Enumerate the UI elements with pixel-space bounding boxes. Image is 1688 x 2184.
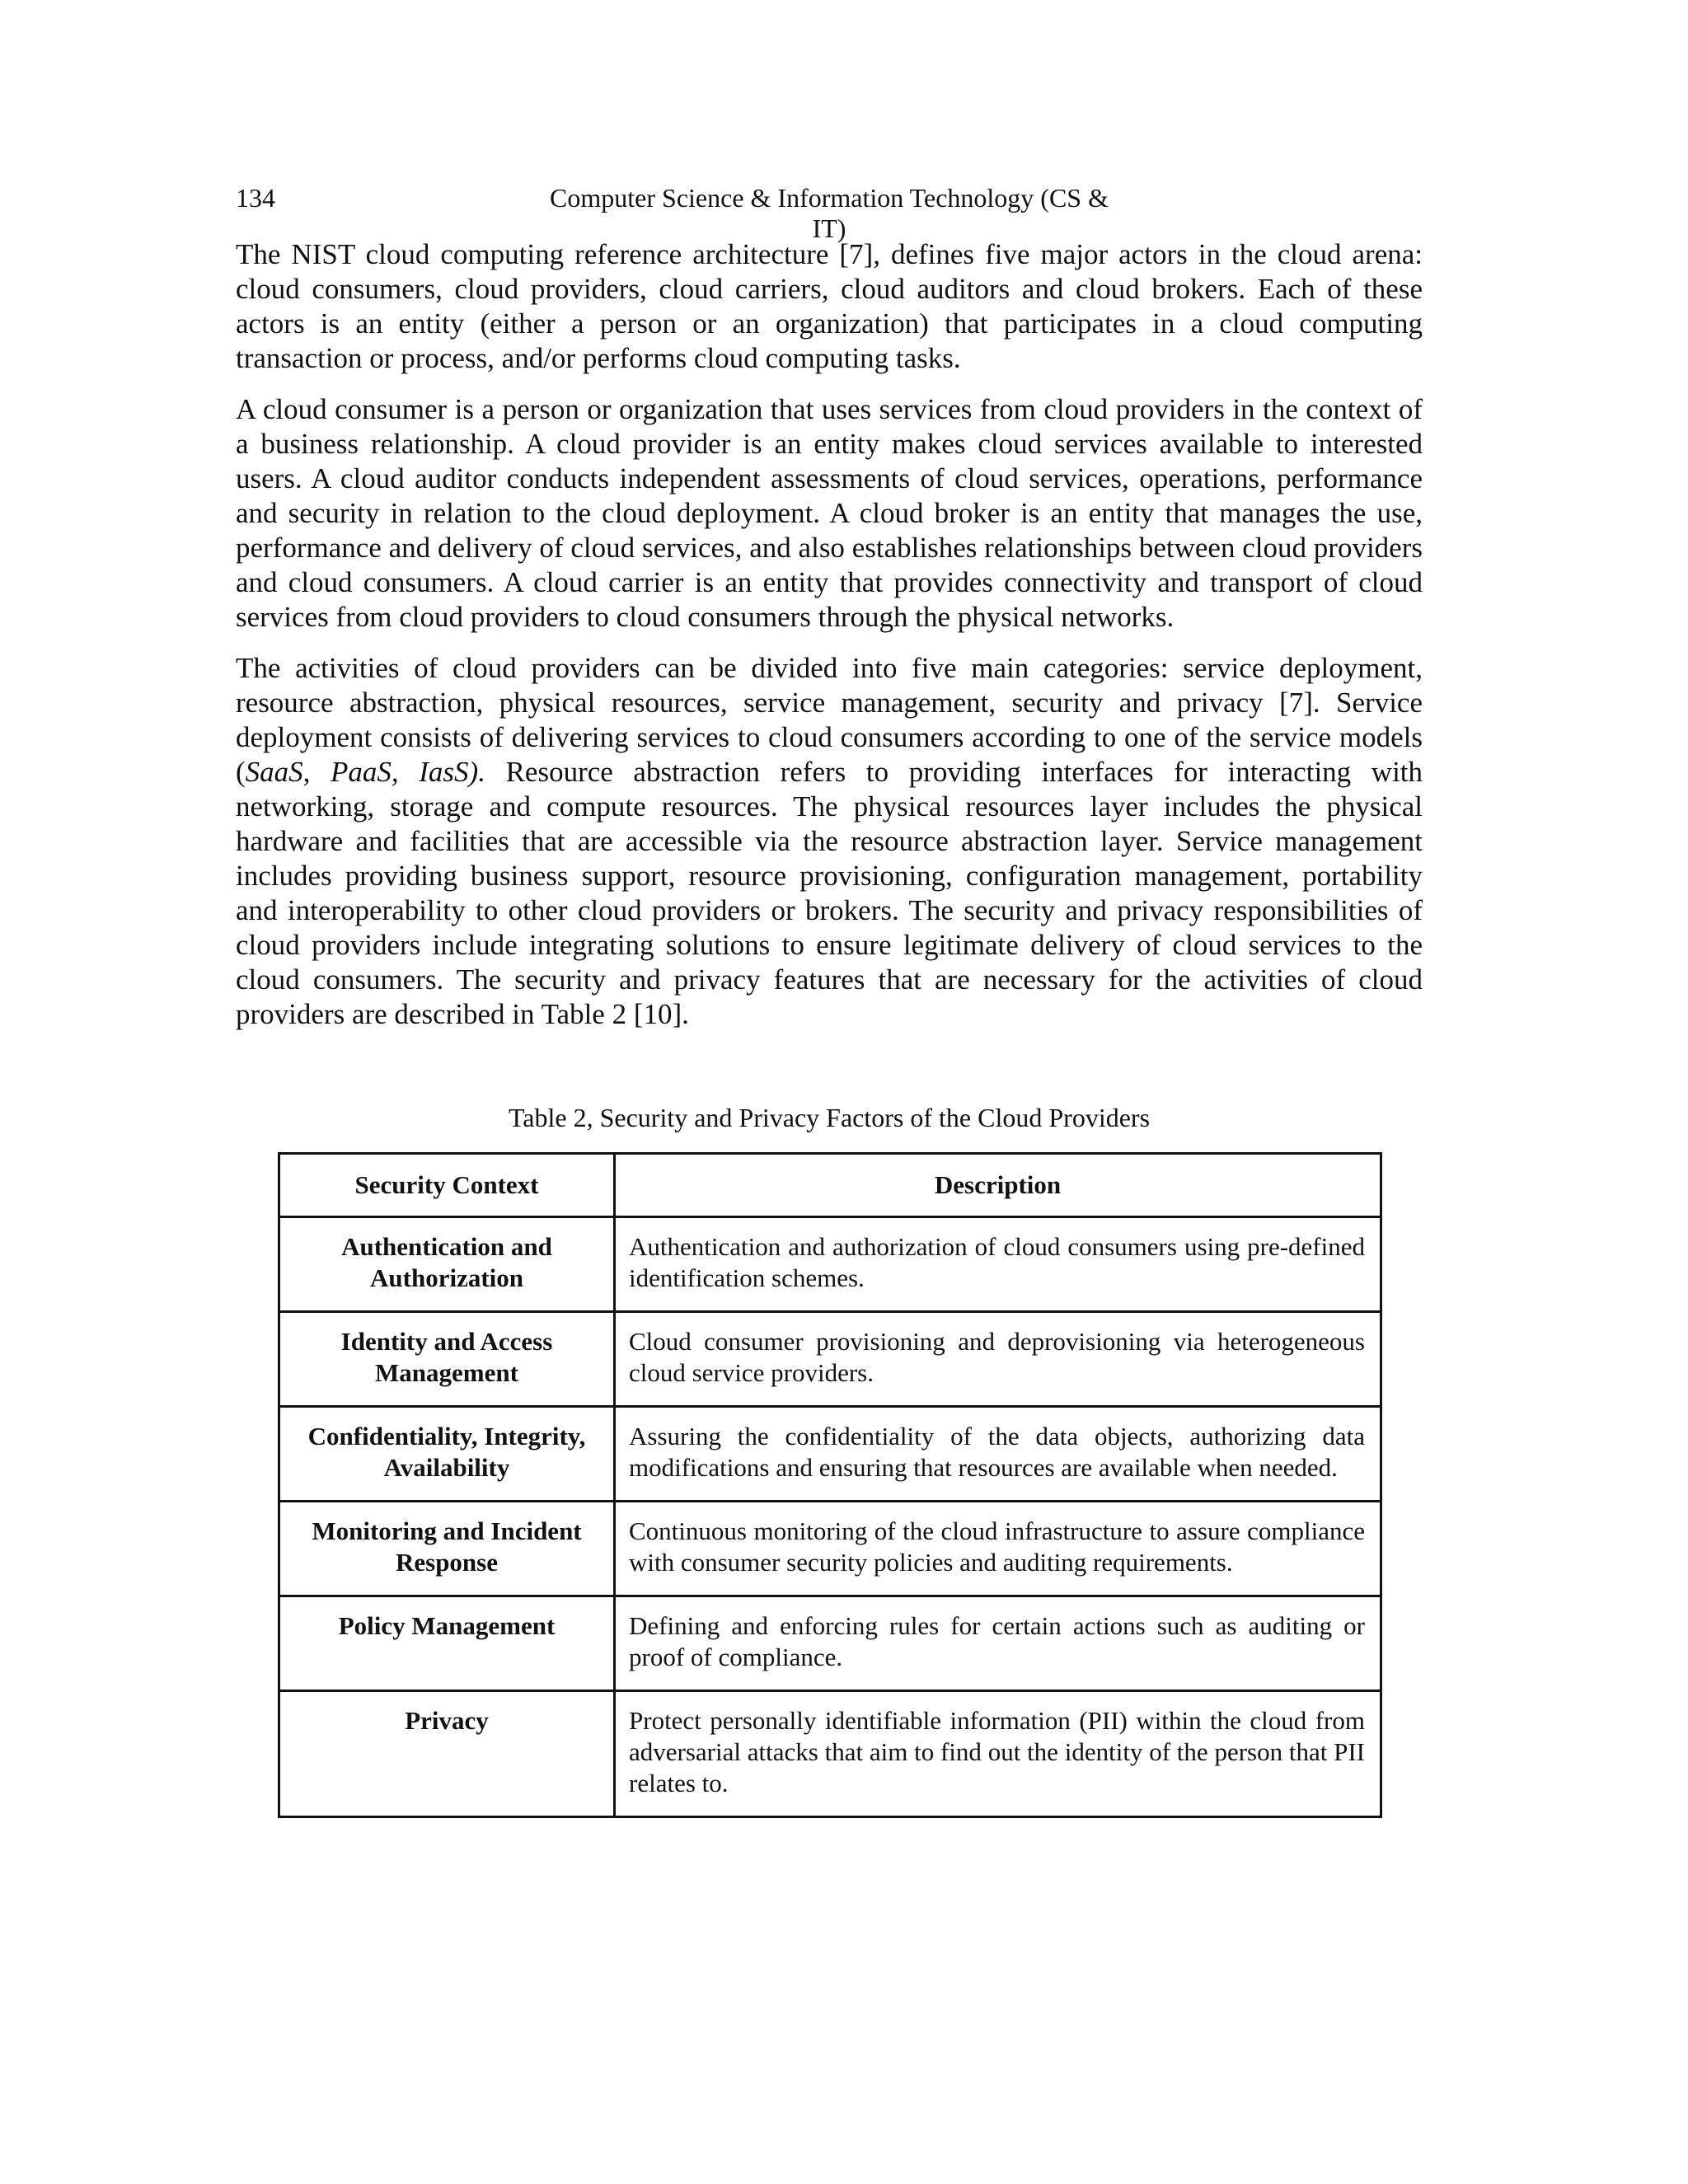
header-security-context: Security Context <box>279 1154 615 1217</box>
context-cell: Authentication and Authorization <box>279 1217 615 1312</box>
table-row <box>279 1217 1381 1312</box>
context-cell: Privacy <box>279 1691 615 1817</box>
table-row <box>279 1596 1381 1691</box>
description-cell: Authentication and authorization of cloud consumers using pre-defined identification schemes. <box>615 1217 1381 1312</box>
context-cell: Confidentiality, Integrity, Availability <box>279 1407 615 1502</box>
body-text <box>236 237 1423 1048</box>
description-cell: Defining and enforcing rules for certain actions such as auditing or proof of compliance. <box>615 1596 1381 1691</box>
running-title: Computer Science & Information Technology (CS & IT) <box>550 183 1109 243</box>
table-row <box>279 1691 1381 1817</box>
table-row <box>279 1312 1381 1407</box>
table-row <box>279 1407 1381 1502</box>
context-cell: Identity and Access Management <box>279 1312 615 1407</box>
table-caption: Table 2, Security and Privacy Factors of the Cloud Providers <box>508 1103 1151 1132</box>
page-header <box>236 183 1423 243</box>
paragraph-provider-activities <box>236 651 1423 1032</box>
paragraph-nist-actors: The NIST cloud computing reference architecture [7], defines five major actors in the cloud arena: cloud consumers, cloud providers, cloud carriers, cloud auditors and cloud brokers. Each of these actors is an entity (either a person or an organization) that participates in a cloud computing transaction or process, and/or performs cloud computing tasks. <box>236 238 1423 374</box>
header-description: Description <box>615 1154 1381 1217</box>
security-privacy-table <box>278 1152 1382 1818</box>
description-cell: Cloud consumer provisioning and deprovisioning via heterogeneous cloud service providers. <box>615 1312 1381 1407</box>
context-cell: Monitoring and Incident Response <box>279 1502 615 1596</box>
description-cell: Continuous monitoring of the cloud infrastructure to assure compliance with consumer security policies and auditing requirements. <box>615 1502 1381 1596</box>
paragraph-actor-definitions: A cloud consumer is a person or organization that uses services from cloud providers in the context of a business relationship. A cloud provider is an entity makes cloud services available to interested users. A cloud auditor conducts independent assessments of cloud services, operations, performance and security in relation to the cloud deployment. A cloud broker is an entity that manages the use, performance and delivery of cloud services, and also establishes relationships between cloud providers and cloud consumers. A cloud carrier is an entity that provides connectivity and transport of cloud services from cloud providers to cloud consumers through the physical networks. <box>236 393 1423 633</box>
description-cell: Protect personally identifiable information (PII) within the cloud from adversarial attacks that aim to find out the identity of the person that PII relates to. <box>615 1691 1381 1817</box>
description-cell: Assuring the confidentiality of the data objects, authorizing data modifications and ensuring that resources are available when needed. <box>615 1407 1381 1502</box>
context-cell: Policy Management <box>279 1596 615 1691</box>
paragraph-text-start: The activities of cloud providers can be divided into five main categories: service deployment, resource abstraction, physical resources, service management, security and privacy [7]. Service deployment consists of delivering services to cloud consumers according to one of the service models ( <box>236 652 1423 788</box>
page-number: 134 <box>236 183 275 213</box>
table-header-row <box>279 1154 1381 1217</box>
paragraph-text-end: Resource abstraction refers to providing interfaces for interacting with networking, storage and compute resources. The physical resources layer includes the physical hardware and facilities that are accessible via the resource abstraction layer. Service management includes providing business support, resource provisioning, configuration management, portability and interoperability to other cloud providers or brokers. The security and privacy responsibilities of cloud providers include integrating solutions to ensure legitimate delivery of cloud services to the cloud consumers. The security and privacy features that are necessary for the activities of cloud providers are described in Table 2 [10]. <box>236 756 1423 1030</box>
service-models-italic: SaaS, PaaS, IasS). <box>245 756 485 788</box>
table-row <box>279 1502 1381 1596</box>
